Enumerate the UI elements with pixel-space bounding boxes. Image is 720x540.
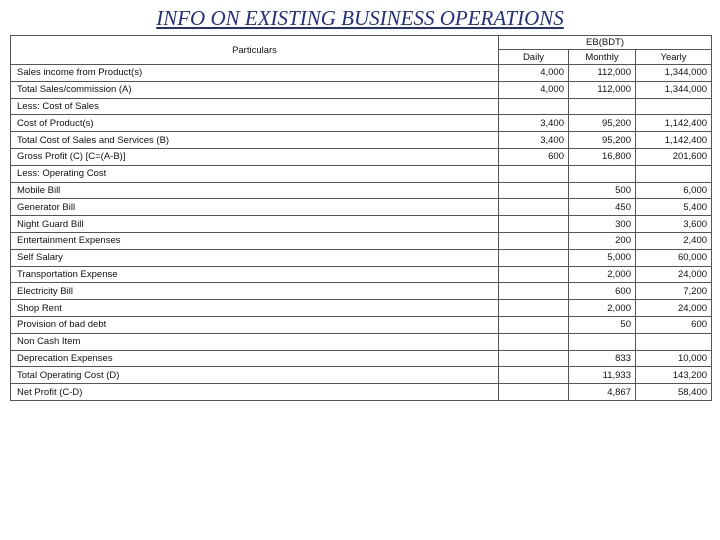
table-row <box>11 266 712 283</box>
row-yearly-value: 1,344,000 <box>636 81 712 98</box>
row-monthly-value: 300 <box>569 216 636 233</box>
row-label: Provision of bad debt <box>11 316 499 333</box>
row-label: Net Profit (C-D) <box>11 384 499 401</box>
row-monthly-value: 500 <box>569 182 636 199</box>
row-yearly-value: 1,142,400 <box>636 132 712 149</box>
table-row <box>11 115 712 132</box>
row-label: Transportation Expense <box>11 266 499 283</box>
row-label: Total Sales/commission (A) <box>11 81 499 98</box>
row-yearly-value: 60,000 <box>636 249 712 266</box>
row-monthly-value <box>569 165 636 182</box>
table-row <box>11 182 712 199</box>
row-daily-value: 3,400 <box>499 115 569 132</box>
col-daily-header: Daily <box>499 50 569 65</box>
row-yearly-value: 3,600 <box>636 216 712 233</box>
row-daily-value <box>499 216 569 233</box>
table-row <box>11 98 712 115</box>
row-label: Deprecation Expenses <box>11 350 499 367</box>
table-row <box>11 316 712 333</box>
table-row <box>11 232 712 249</box>
row-yearly-value: 2,400 <box>636 232 712 249</box>
row-daily-value <box>499 283 569 300</box>
row-daily-value <box>499 165 569 182</box>
table-row <box>11 65 712 82</box>
row-monthly-value: 200 <box>569 232 636 249</box>
table-row <box>11 132 712 149</box>
row-yearly-value <box>636 165 712 182</box>
row-yearly-value: 24,000 <box>636 300 712 317</box>
row-daily-value <box>499 384 569 401</box>
currency-header: EB(BDT) <box>499 36 712 50</box>
table-row <box>11 300 712 317</box>
row-label: Total Cost of Sales and Services (B) <box>11 132 499 149</box>
table-row <box>11 333 712 350</box>
row-yearly-value: 24,000 <box>636 266 712 283</box>
row-daily-value <box>499 182 569 199</box>
row-monthly-value: 50 <box>569 316 636 333</box>
table-row <box>11 367 712 384</box>
row-yearly-value: 600 <box>636 316 712 333</box>
row-daily-value: 4,000 <box>499 81 569 98</box>
header-row-1 <box>11 36 712 50</box>
table-row <box>11 148 712 165</box>
row-monthly-value: 95,200 <box>569 132 636 149</box>
row-monthly-value: 112,000 <box>569 81 636 98</box>
col-monthly-header: Monthly <box>569 50 636 65</box>
row-monthly-value: 4,867 <box>569 384 636 401</box>
row-daily-value: 600 <box>499 148 569 165</box>
row-daily-value <box>499 98 569 115</box>
row-daily-value <box>499 316 569 333</box>
page-title: INFO ON EXISTING BUSINESS OPERATIONS <box>156 6 564 30</box>
row-daily-value <box>499 333 569 350</box>
row-label: Generator Bill <box>11 199 499 216</box>
row-label: Shop Rent <box>11 300 499 317</box>
row-daily-value <box>499 266 569 283</box>
row-label: Sales income from Product(s) <box>11 65 499 82</box>
row-monthly-value: 2,000 <box>569 266 636 283</box>
row-label: Mobile Bill <box>11 182 499 199</box>
row-label: Total Operating Cost (D) <box>11 367 499 384</box>
table-row <box>11 165 712 182</box>
row-monthly-value: 5,000 <box>569 249 636 266</box>
row-yearly-value: 5,400 <box>636 199 712 216</box>
row-yearly-value <box>636 98 712 115</box>
row-yearly-value: 10,000 <box>636 350 712 367</box>
row-monthly-value: 833 <box>569 350 636 367</box>
row-monthly-value: 600 <box>569 283 636 300</box>
table-row <box>11 283 712 300</box>
table-row <box>11 384 712 401</box>
row-label: Entertainment Expenses <box>11 232 499 249</box>
row-yearly-value: 58,400 <box>636 384 712 401</box>
row-monthly-value: 11,933 <box>569 367 636 384</box>
table-row <box>11 249 712 266</box>
table-row <box>11 81 712 98</box>
row-label: Electricity Bill <box>11 283 499 300</box>
row-monthly-value <box>569 98 636 115</box>
row-label: Non Cash Item <box>11 333 499 350</box>
row-label: Less: Cost of Sales <box>11 98 499 115</box>
table-row <box>11 216 712 233</box>
row-daily-value <box>499 300 569 317</box>
row-yearly-value: 6,000 <box>636 182 712 199</box>
particulars-header: Particulars <box>11 36 499 65</box>
business-operations-table <box>10 35 712 401</box>
row-label: Self Salary <box>11 249 499 266</box>
row-yearly-value: 201,600 <box>636 148 712 165</box>
row-monthly-value: 16,800 <box>569 148 636 165</box>
row-daily-value <box>499 350 569 367</box>
row-monthly-value: 112,000 <box>569 65 636 82</box>
row-label: Night Guard Bill <box>11 216 499 233</box>
row-label: Less: Operating Cost <box>11 165 499 182</box>
row-monthly-value: 2,000 <box>569 300 636 317</box>
row-daily-value <box>499 199 569 216</box>
row-yearly-value <box>636 333 712 350</box>
row-yearly-value: 1,142,400 <box>636 115 712 132</box>
row-label: Gross Profit (C) [C=(A-B)] <box>11 148 499 165</box>
row-daily-value <box>499 367 569 384</box>
row-monthly-value: 450 <box>569 199 636 216</box>
row-monthly-value: 95,200 <box>569 115 636 132</box>
row-yearly-value: 7,200 <box>636 283 712 300</box>
row-label: Cost of Product(s) <box>11 115 499 132</box>
row-yearly-value: 143,200 <box>636 367 712 384</box>
row-daily-value <box>499 232 569 249</box>
table-row <box>11 199 712 216</box>
row-daily-value: 3,400 <box>499 132 569 149</box>
row-yearly-value: 1,344,000 <box>636 65 712 82</box>
row-monthly-value <box>569 333 636 350</box>
row-daily-value: 4,000 <box>499 65 569 82</box>
col-yearly-header: Yearly <box>636 50 712 65</box>
table-row <box>11 350 712 367</box>
row-daily-value <box>499 249 569 266</box>
